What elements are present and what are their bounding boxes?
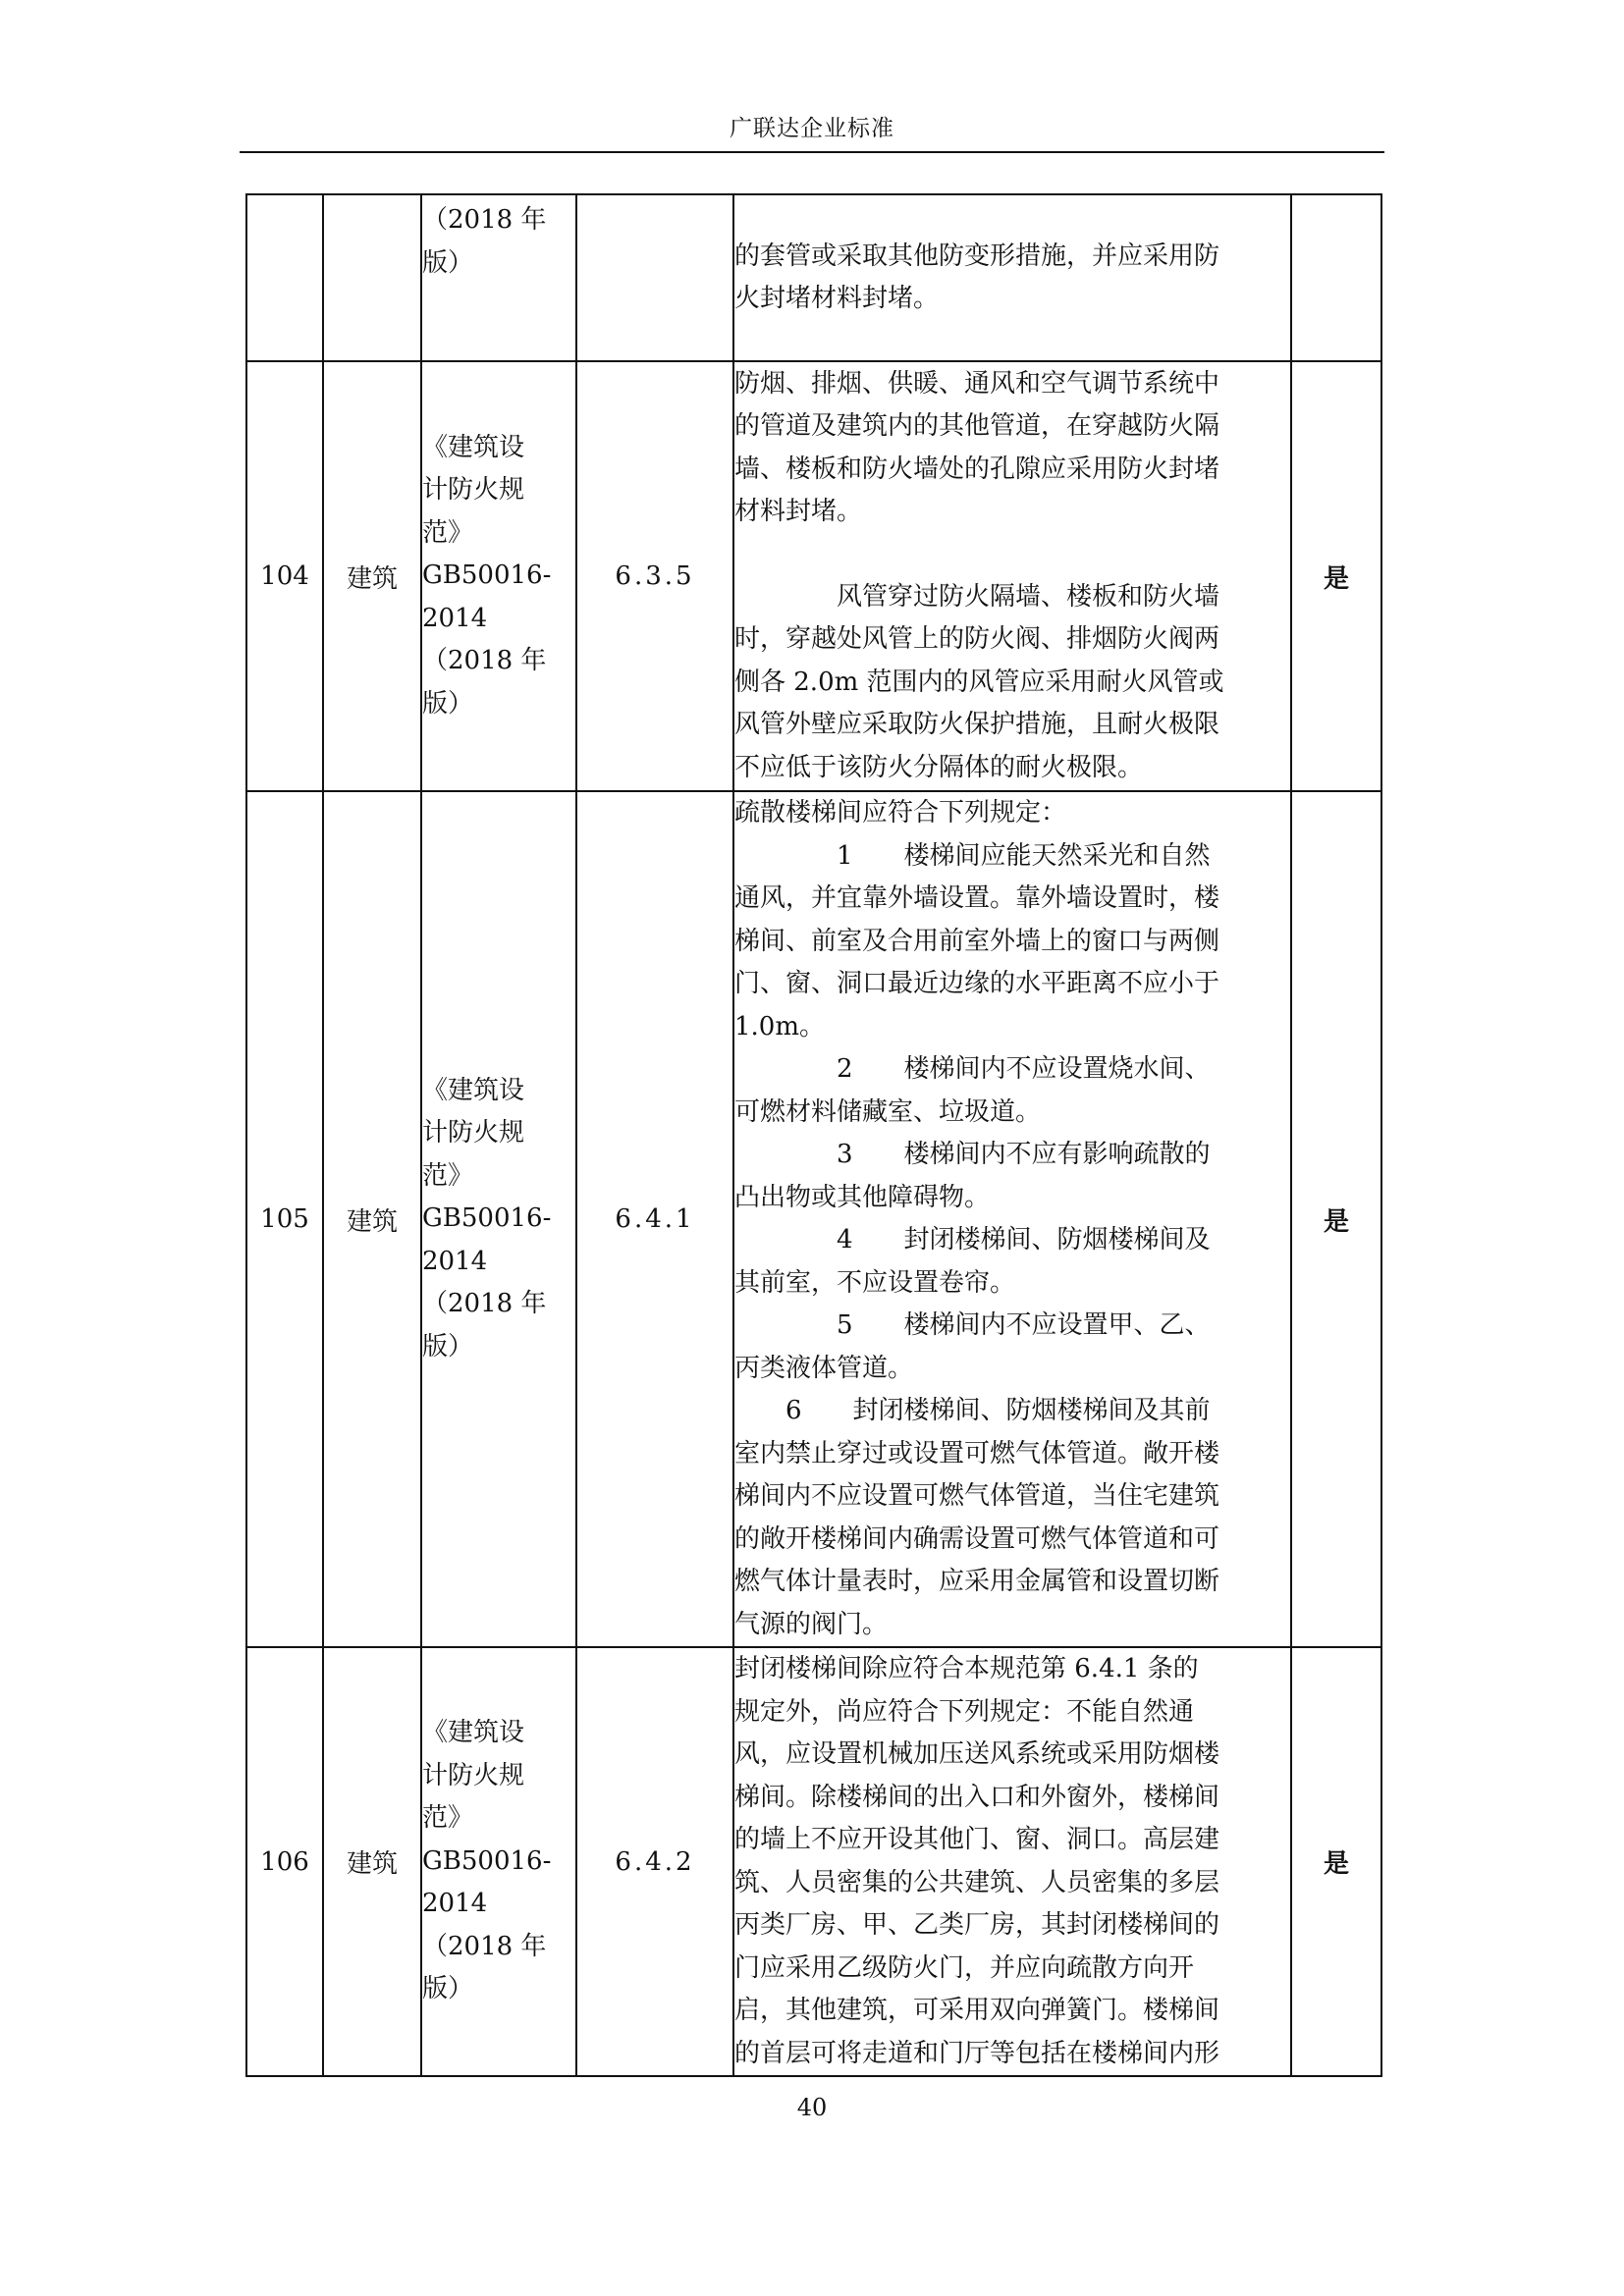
requirement-line: 时，穿越处风管上的防火阀、排烟防火阀两 — [734, 624, 1220, 655]
standard-line: 计防火规 — [422, 1760, 525, 1790]
requirement-line: 通风，并宜靠外墙设置。靠外墙设置时，楼 — [734, 883, 1220, 913]
clause-cell: 6.4.2 — [576, 1647, 733, 2076]
standard-line: 计防火规 — [422, 475, 525, 506]
requirement-line: 梯间、前室及合用前室外墙上的窗口与两侧 — [734, 926, 1220, 956]
row-number-cell: 104 — [246, 361, 323, 791]
requirement-line: 其前室，不应设置卷帘。 — [734, 1267, 1016, 1298]
standard-line: 2014 — [422, 1246, 488, 1276]
requirement-cell — [733, 361, 1291, 791]
requirement-line: 梯间内不应设置可燃气体管道，当住宅建筑 — [734, 1481, 1220, 1511]
requirement-line: 1.0m。 — [734, 1011, 826, 1041]
requirement-line: 风，应设置机械加压送风系统或采用防烟楼 — [734, 1739, 1220, 1769]
requirement-line: 门应采用乙级防火门，并应向疏散方向开 — [734, 1952, 1195, 1983]
requirement-line: 气源的阀门。 — [734, 1609, 889, 1639]
standard-cell — [421, 194, 576, 361]
requirement-line: 室内禁止穿过或设置可燃气体管道。敞开楼 — [734, 1438, 1220, 1468]
standard-line: 版） — [422, 688, 474, 719]
table-row — [246, 1647, 1381, 2076]
requirement-line: 封闭楼梯间除应符合本规范第 6.4.1 条的 — [734, 1654, 1199, 1683]
requirement-line: 筑、人员密集的公共建筑、人员密集的多层 — [734, 1867, 1220, 1897]
clause-cell: 6.4.1 — [576, 791, 733, 1647]
compliance-cell: 是 — [1291, 361, 1381, 791]
standard-line: 版） — [422, 247, 474, 278]
standard-line: 《建筑设 — [422, 1075, 525, 1105]
standards-table — [245, 193, 1382, 2077]
requirement-line: 丙类厂房、甲、乙类厂房，其封闭楼梯间的 — [734, 1910, 1220, 1940]
requirement-line: 不应低于该防火分隔体的耐火极限。 — [734, 752, 1144, 782]
compliance-cell: 是 — [1291, 1647, 1381, 2076]
row-number-cell: 106 — [246, 1647, 323, 2076]
compliance-cell: 是 — [1291, 791, 1381, 1647]
requirement-cell — [733, 791, 1291, 1647]
category-cell: 建筑 — [323, 791, 421, 1647]
category-cell — [323, 194, 421, 361]
standard-line: 范》 — [422, 1803, 474, 1834]
page-number: 40 — [796, 2094, 828, 2121]
requirement-line: 侧各 2.0m 范围内的风管应采用耐火风管或 — [734, 667, 1224, 697]
row-number-cell: 105 — [246, 791, 323, 1647]
requirement-line: 6 封闭楼梯间、防烟楼梯间及其前 — [734, 1396, 1211, 1425]
requirement-line: 5 楼梯间内不应设置甲、乙、 — [734, 1310, 1211, 1340]
requirement-line: 燃气体计量表时，应采用金属管和设置切断 — [734, 1567, 1220, 1596]
requirement-line: 材料封堵。 — [734, 497, 863, 527]
table-row — [246, 361, 1381, 791]
requirement-line: 墙、楼板和防火墙处的孔隙应采用防火封堵 — [734, 454, 1220, 484]
requirement-line: 的首层可将走道和门厅等包括在楼梯间内形 — [734, 2038, 1220, 2068]
clause-cell — [576, 194, 733, 361]
requirement-line: 风管穿过防火隔墙、楼板和防火墙 — [734, 581, 1220, 612]
standard-cell — [421, 1647, 576, 2076]
requirement-line: 疏散楼梯间应符合下列规定： — [734, 798, 1067, 828]
requirement-line: 门、窗、洞口最近边缘的水平距离不应小于 — [734, 969, 1220, 998]
standard-line: 2014 — [422, 603, 488, 633]
requirement-line: 丙类液体管道。 — [734, 1353, 914, 1383]
standard-line: GB50016- — [422, 1845, 552, 1876]
requirement-line: 的套管或采取其他防变形措施，并应采用防 — [734, 240, 1220, 271]
requirement-line: 启，其他建筑，可采用双向弹簧门。楼梯间 — [734, 1996, 1220, 2025]
standard-line: 范》 — [422, 1160, 474, 1191]
row-number-cell — [246, 194, 323, 361]
table-body — [246, 194, 1381, 2076]
standard-line: GB50016- — [422, 561, 552, 591]
requirement-line: 规定外，尚应符合下列规定：不能自然通 — [734, 1696, 1195, 1727]
requirement-line: 的敞开楼梯间内确需设置可燃气体管道和可 — [734, 1523, 1220, 1554]
standard-line: （2018 年 — [422, 1931, 547, 1961]
standard-line: 《建筑设 — [422, 432, 525, 462]
standard-line: 2014 — [422, 1889, 488, 1919]
standard-line: 计防火规 — [422, 1118, 525, 1148]
standard-line: 范》 — [422, 517, 474, 548]
standard-line: （2018 年 — [422, 1289, 547, 1319]
header-title: 广联达企业标准 — [730, 116, 894, 141]
requirement-line: 梯间。除楼梯间的出入口和外窗外，楼梯间 — [734, 1782, 1220, 1812]
requirement-line: 风管外壁应采取防火保护措施，且耐火极限 — [734, 710, 1220, 740]
standard-line: （2018 年 — [422, 205, 547, 235]
compliance-cell — [1291, 194, 1381, 361]
table-row — [246, 791, 1381, 1647]
standard-cell — [421, 791, 576, 1647]
standard-line: GB50016- — [422, 1203, 552, 1234]
category-cell: 建筑 — [323, 1647, 421, 2076]
standard-line: 版） — [422, 1331, 474, 1362]
standard-line: 版） — [422, 1974, 474, 2004]
requirement-line: 火封堵材料封堵。 — [734, 284, 940, 313]
requirement-line: 2 楼梯间内不应设置烧水间、 — [734, 1054, 1211, 1084]
requirement-cell — [733, 194, 1291, 361]
requirement-line: 可燃材料储藏室、垃圾道。 — [734, 1096, 1042, 1127]
standard-cell — [421, 361, 576, 791]
requirement-line: 3 楼梯间内不应有影响疏散的 — [734, 1140, 1211, 1169]
header-rule — [240, 151, 1384, 153]
requirement-line: 4 封闭楼梯间、防烟楼梯间及 — [734, 1225, 1211, 1255]
standard-line: 《建筑设 — [422, 1718, 525, 1748]
requirement-cell — [733, 1647, 1291, 2076]
standard-line: （2018 年 — [422, 646, 547, 676]
table-row — [246, 194, 1381, 361]
requirement-line: 的管道及建筑内的其他管道，在穿越防火隔 — [734, 411, 1220, 442]
requirement-line: 凸出物或其他障碍物。 — [734, 1182, 991, 1212]
requirement-line: 1 楼梯间应能天然采光和自然 — [734, 840, 1211, 871]
requirement-line: 的墙上不应开设其他门、窗、洞口。高层建 — [734, 1825, 1220, 1854]
requirement-line: 防烟、排烟、供暖、通风和空气调节系统中 — [734, 368, 1220, 399]
clause-cell: 6.3.5 — [576, 361, 733, 791]
category-cell: 建筑 — [323, 361, 421, 791]
